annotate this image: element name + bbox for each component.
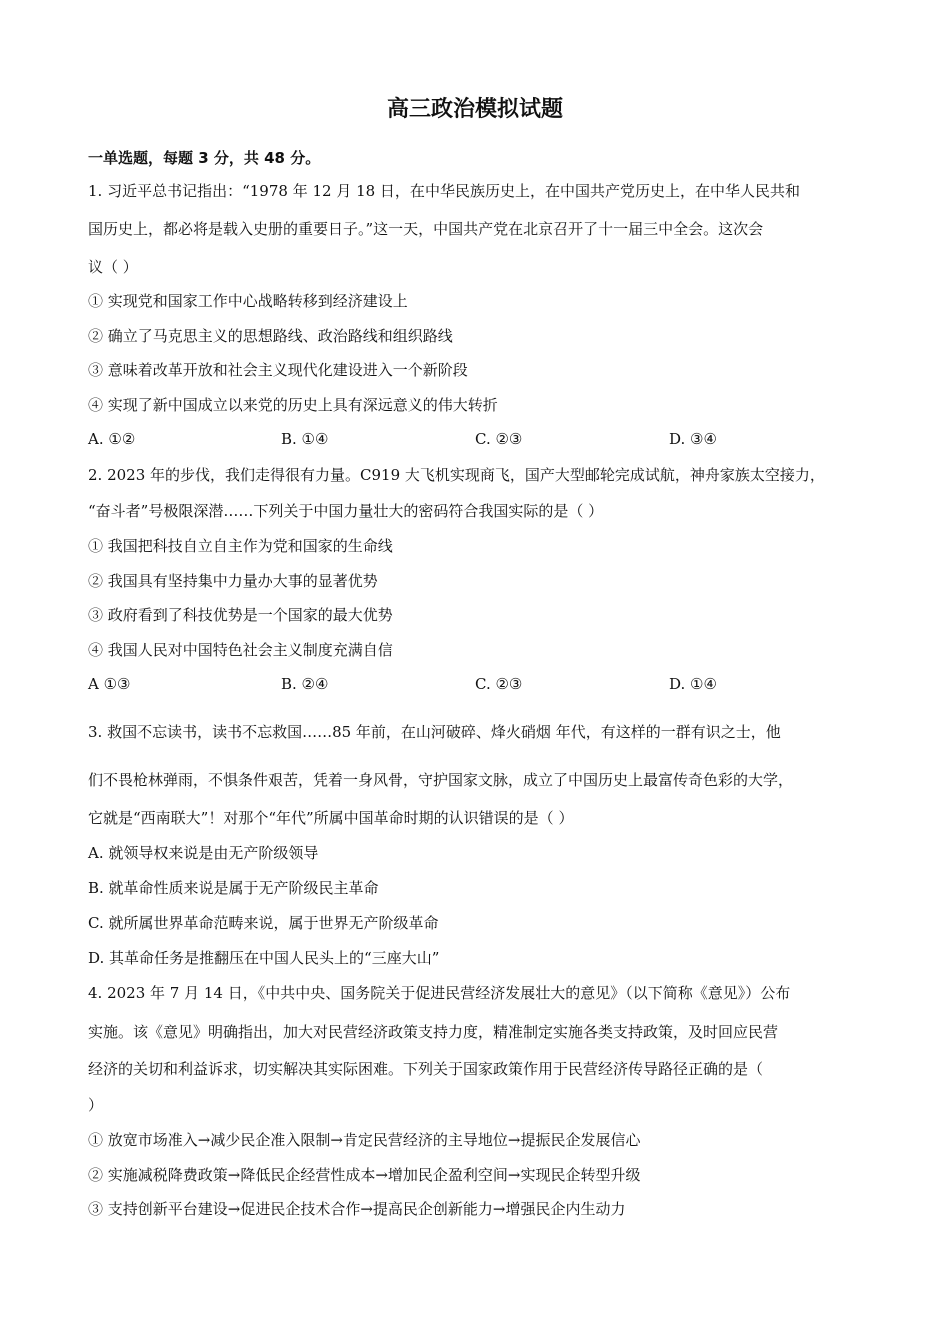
q1-stem-line-2: 国历史上，都必将是载入史册的重要日子。”这一天，中国共产党在北京召开了十一届三中全会。这次会 bbox=[88, 220, 764, 238]
page-title: 高三政治模拟试题 bbox=[386, 97, 563, 122]
q1-choice-b: B. ①④ bbox=[281, 430, 329, 448]
q3-option-a: A. 就领导权来说是由无产阶级领导 bbox=[88, 844, 319, 862]
q2-choice-d: D. ①④ bbox=[669, 675, 717, 693]
q2-choice-b: B. ②④ bbox=[281, 675, 329, 693]
q4-statement: ③ 支持创新平台建设→促进民企技术合作→提高民企创新能力→增强民企内生动力 bbox=[88, 1200, 626, 1218]
q2-choice-a: A ①③ bbox=[88, 675, 131, 693]
q3-option-d: D. 其革命任务是推翻压在中国人民头上的“三座大山” bbox=[88, 949, 440, 967]
q2-statement: ① 我国把科技自立自主作为党和国家的生命线 bbox=[88, 537, 393, 555]
q1-choice-d: D. ③④ bbox=[669, 430, 717, 448]
q4-stem-line-4: ） bbox=[88, 1096, 104, 1114]
q2-statement: ④ 我国人民对中国特色社会主义制度充满自信 bbox=[88, 641, 393, 659]
q3-stem-line-1: 3. 救国不忘读书，读书不忘救国……85 年前，在山河破碎、烽火硝烟 年代，有这样的一群有识之士，他 bbox=[88, 723, 781, 741]
q1-statement: ② 确立了马克思主义的思想路线、政治路线和组织路线 bbox=[88, 327, 453, 345]
q1-choice-c: C. ②③ bbox=[475, 430, 523, 448]
q4-stem-line-3: 经济的关切和利益诉求，切实解决其实际困难。下列关于国家政策作用于民营经济传导路径正确的是（ bbox=[88, 1060, 764, 1078]
q3-option-c: C. 就所属世界革命范畴来说，属于世界无产阶级革命 bbox=[88, 914, 439, 932]
section-header: 一单选题，每题 3 分，共 48 分。 bbox=[88, 149, 321, 167]
q2-stem-line-2: “奋斗者”号极限深潜……下列关于中国力量壮大的密码符合我国实际的是（ ） bbox=[88, 502, 604, 520]
q4-statement: ② 实施减税降费政策→降低民企经营性成本→增加民企盈利空间→实现民企转型升级 bbox=[88, 1166, 641, 1184]
q1-statement: ④ 实现了新中国成立以来党的历史上具有深远意义的伟大转折 bbox=[88, 396, 498, 414]
q1-stem-line-1: 1. 习近平总书记指出：“1978 年 12 月 18 日，在中华民族历史上，在中国共产党历史上，在中华人民共和 bbox=[88, 182, 800, 200]
q2-statement: ② 我国具有坚持集中力量办大事的显著优势 bbox=[88, 572, 378, 590]
q3-option-b: B. 就革命性质来说是属于无产阶级民主革命 bbox=[88, 879, 379, 897]
q2-statement: ③ 政府看到了科技优势是一个国家的最大优势 bbox=[88, 606, 393, 624]
q1-stem-line-3: 议（ ） bbox=[88, 258, 138, 276]
q4-statement: ① 放宽市场准入→减少民企准入限制→肯定民营经济的主导地位→提振民企发展信心 bbox=[88, 1131, 641, 1149]
q2-choice-c: C. ②③ bbox=[475, 675, 523, 693]
q2-stem-line-1: 2. 2023 年的步伐，我们走得很有力量。C919 大飞机实现商飞，国产大型邮轮完成试航，神舟家族太空接力， bbox=[88, 466, 825, 484]
q3-stem-line-2: 们不畏枪林弹雨，不惧条件艰苦，凭着一身风骨，守护国家文脉，成立了中国历史上最富传奇色彩的大学， bbox=[88, 771, 794, 789]
q1-statement: ③ 意味着改革开放和社会主义现代化建设进入一个新阶段 bbox=[88, 361, 468, 379]
q1-statement: ① 实现党和国家工作中心战略转移到经济建设上 bbox=[88, 292, 408, 310]
q4-stem-line-2: 实施。该《意见》明确指出，加大对民营经济政策支持力度，精准制定实施各类支持政策，及时回应民营 bbox=[88, 1023, 779, 1041]
q1-choice-a: A. ①② bbox=[88, 430, 136, 448]
q3-stem-line-3: 它就是“西南联大”！对那个“年代”所属中国革命时期的认识错误的是（ ） bbox=[88, 809, 574, 827]
q4-stem-line-1: 4. 2023 年 7 月 14 日，《中共中央、国务院关于促进民营经济发展壮大的意见》（以下简称《意见》）公布 bbox=[88, 984, 791, 1002]
